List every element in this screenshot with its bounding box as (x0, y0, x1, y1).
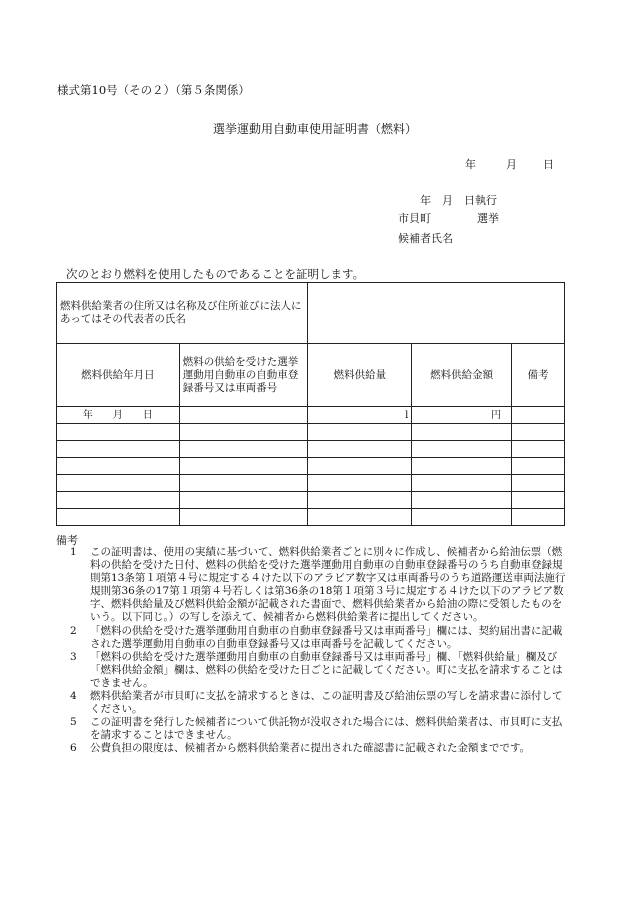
date-cell[interactable] (57, 458, 180, 475)
remark-item (56, 716, 570, 742)
remark-number: 2 (70, 624, 77, 637)
table-row (57, 407, 565, 424)
remarks-list (56, 546, 570, 756)
supplier-row (57, 283, 565, 344)
remark-item (56, 625, 570, 651)
quantity-cell[interactable] (308, 441, 412, 458)
supplier-label: 燃料供給業者の住所又は名称及び住所並びに法人にあってはその代表者の氏名 (57, 283, 308, 344)
remark-number: 3 (70, 650, 77, 663)
quantity-cell[interactable] (308, 492, 412, 509)
vehicle-cell[interactable] (179, 475, 308, 492)
amount-cell[interactable] (412, 475, 512, 492)
date-year-label: 年 (465, 158, 476, 171)
remark-text: この証明書を発行した候補者について供託物が没収された場合には、燃料供給業者は、市貝町に支払を請求することはできません。 (90, 716, 563, 742)
date-cell[interactable] (57, 475, 180, 492)
quantity-cell[interactable] (308, 509, 412, 526)
quantity-cell[interactable]: l (308, 407, 412, 424)
document-title: 選挙運動用自動車使用証明書（燃料） (212, 122, 417, 136)
remark-item (56, 546, 570, 625)
col-header-quantity: 燃料供給量 (308, 344, 412, 407)
date-cell[interactable] (57, 441, 180, 458)
table-row (57, 492, 565, 509)
table-header-row (57, 344, 565, 407)
table-row (57, 475, 565, 492)
remarks-heading: 備考 (56, 534, 78, 547)
vehicle-cell[interactable] (179, 441, 308, 458)
issue-date (465, 156, 554, 172)
col-header-date: 燃料供給年月日 (57, 344, 180, 407)
remarks-cell[interactable] (512, 492, 565, 509)
remark-text: 燃料供給業者が市貝町に支払を請求するときは、この証明書及び給油伝票の写しを請求書に添付してください。 (90, 690, 563, 716)
town-label: 市貝町 (398, 212, 431, 225)
remark-number: 1 (70, 546, 77, 558)
election-label: 選挙 (477, 212, 499, 225)
remark-number: 4 (70, 690, 77, 703)
date-cell[interactable] (57, 492, 180, 509)
amount-cell[interactable] (412, 424, 512, 441)
amount-cell[interactable] (412, 458, 512, 475)
remark-text: 「燃料の供給を受けた選挙運動用自動車の自動車登録番号又は車両番号」欄には、契約届出書に記載された選挙運動用自動車の自動車登録番号又は車両番号を記載してください。 (90, 624, 563, 650)
remarks-cell[interactable] (512, 509, 565, 526)
election-date-line: 年 月 日執行 (420, 194, 497, 207)
quantity-cell[interactable] (308, 475, 412, 492)
fuel-usage-table (56, 282, 565, 526)
quantity-cell[interactable] (308, 458, 412, 475)
amount-cell[interactable]: 円 (412, 407, 512, 424)
remarks-cell[interactable] (512, 458, 565, 475)
remark-text: 公費負担の限度は、候補者から燃料供給業者に提出された確認書に記載された金額までです。 (90, 742, 531, 755)
table-row (57, 458, 565, 475)
remark-item (56, 742, 570, 755)
vehicle-cell[interactable] (179, 407, 308, 424)
amount-cell[interactable] (412, 509, 512, 526)
col-header-remarks: 備考 (512, 344, 565, 407)
vehicle-cell[interactable] (179, 509, 308, 526)
remarks-cell[interactable] (512, 475, 565, 492)
col-header-vehicle-number: 燃料の供給を受けた選挙運動用自動車の自動車登録番号又は車両番号 (179, 344, 308, 407)
remark-text: この証明書は、使用の実績に基づいて、燃料供給業者ごとに別々に作成し、候補者から給油伝票（燃料の供給を受けた日付、燃料の供給を受けた選挙運動用自動車の自動車登録番号のうち自動車登録規則第13条第１項第４号に規定する４けた以下のアラビア数字又は車両番号のうち道路運送車両法施行規則第36条の17第１項第４号若しくは第36条の18第１項第３号に規定する４けた以下のアラビア数字、燃料供給量及び燃料供給金額が記載された書面で、燃料供給業者から給油の際に受領したものをいう。以下同じ。）の写しを添えて、候補者から燃料供給業者に提出してください。 (90, 546, 566, 624)
vehicle-cell[interactable] (179, 424, 308, 441)
amount-cell[interactable] (412, 492, 512, 509)
table-row (57, 441, 565, 458)
date-day-label: 日 (543, 158, 554, 171)
form-number: 様式第10号（その２）（第５条関係） (57, 83, 250, 97)
supplier-value[interactable] (308, 283, 565, 344)
remarks-cell[interactable] (512, 424, 565, 441)
date-cell[interactable] (57, 509, 180, 526)
amount-cell[interactable] (412, 441, 512, 458)
vehicle-cell[interactable] (179, 458, 308, 475)
table-row (57, 509, 565, 526)
certification-statement: 次のとおり燃料を使用したものであることを証明します。 (66, 267, 365, 281)
date-month-label: 月 (506, 158, 517, 171)
quantity-cell[interactable] (308, 424, 412, 441)
date-cell[interactable]: 年 月 日 (57, 407, 180, 424)
vehicle-cell[interactable] (179, 492, 308, 509)
candidate-name-label: 候補者氏名 (398, 232, 453, 245)
remark-text: 「燃料の供給を受けた選挙運動用自動車の自動車登録番号又は車両番号」欄、「燃料供給量」欄及び「燃料供給金額」欄は、燃料の供給を受けた日ごとに記載してください。町に支払を請求することはできません。 (90, 650, 563, 689)
remark-item (56, 651, 570, 690)
remarks-cell[interactable] (512, 441, 565, 458)
col-header-amount: 燃料供給金額 (412, 344, 512, 407)
remark-item (56, 690, 570, 716)
town-election-line (398, 210, 499, 226)
table-row (57, 424, 565, 441)
date-cell[interactable] (57, 424, 180, 441)
remark-number: 5 (70, 716, 77, 729)
remarks-cell[interactable] (512, 407, 565, 424)
remark-number: 6 (70, 742, 77, 755)
